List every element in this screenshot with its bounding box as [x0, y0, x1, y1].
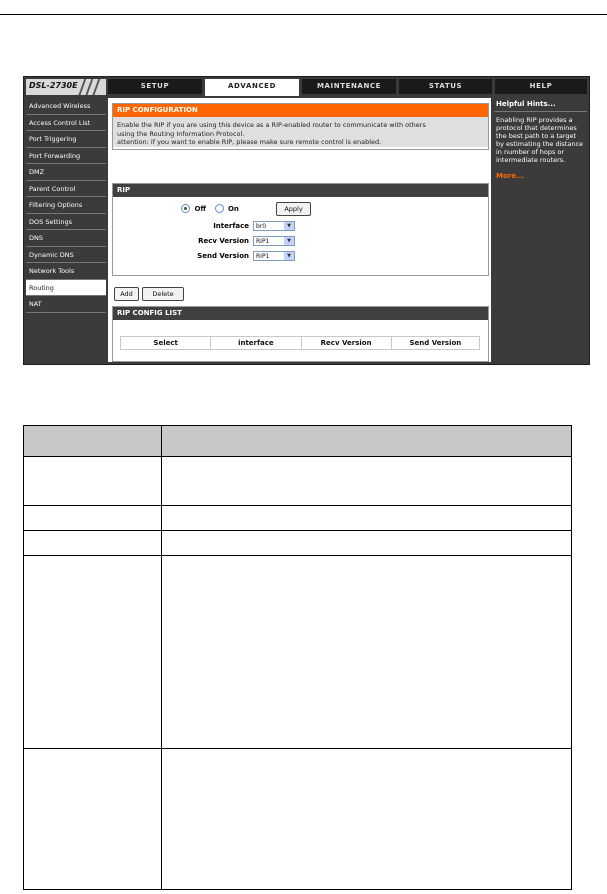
- table-column-divider: [161, 426, 162, 889]
- recv-version-label: Recv Version: [198, 237, 249, 245]
- table-header-row: [24, 426, 571, 456]
- column-header-recv-version: Recv Version: [302, 337, 392, 349]
- tab-advanced[interactable]: ADVANCED: [205, 79, 299, 96]
- interface-select[interactable]: [253, 221, 295, 231]
- tab-help[interactable]: HELP: [495, 79, 587, 94]
- rip-configuration-panel: [112, 103, 489, 150]
- sidebar-item-port-forwarding[interactable]: Port Forwarding: [26, 148, 106, 165]
- interface-label: Interface: [213, 222, 249, 230]
- chevron-down-icon: ▼: [284, 222, 294, 230]
- table-row-divider: [24, 555, 571, 556]
- rip-off-label: Off: [194, 204, 207, 213]
- apply-button[interactable]: Apply: [276, 202, 311, 216]
- main-content: [108, 98, 491, 362]
- table-row-divider: [24, 530, 571, 531]
- rip-config-list-title: RIP CONFIG LIST: [113, 307, 488, 320]
- sidebar-item-access-control-list[interactable]: Access Control List: [26, 115, 106, 132]
- sidebar-item-advanced-wireless[interactable]: Advanced Wireless: [26, 98, 106, 115]
- tab-status[interactable]: STATUS: [399, 79, 492, 94]
- table-row-divider: [24, 456, 571, 457]
- table-row-divider: [24, 748, 571, 749]
- sidebar-item-port-triggering[interactable]: Port Triggering: [26, 131, 106, 148]
- send-version-value: RIP1: [256, 253, 270, 260]
- help-text-line: intermediate routers.: [496, 156, 566, 164]
- rip-configuration-title: RIP CONFIGURATION: [113, 104, 488, 117]
- recv-version-value: RIP1: [256, 238, 270, 245]
- rip-config-list-header: [120, 336, 480, 350]
- recv-version-select[interactable]: [253, 236, 295, 246]
- tab-maintenance[interactable]: MAINTENANCE: [302, 79, 396, 94]
- delete-button[interactable]: Delete: [142, 287, 184, 301]
- rip-description-line: attention: if you want to enable RIP, please make sure remote control is enabled.: [117, 138, 382, 146]
- rip-panel: [112, 183, 489, 276]
- chevron-down-icon: ▼: [284, 237, 294, 245]
- sidebar-nav: [26, 98, 106, 313]
- rip-on-radio[interactable]: [215, 204, 224, 213]
- interface-value: br0: [256, 223, 267, 230]
- sidebar-item-dns[interactable]: DNS: [26, 230, 106, 247]
- send-version-label: Send Version: [197, 252, 249, 260]
- sidebar-item-nat[interactable]: NAT: [26, 296, 106, 313]
- rip-description-line: Enable the RIP if you are using this device as a RIP-enabled router to communicate with others: [117, 121, 426, 129]
- rip-off-radio[interactable]: [181, 204, 190, 213]
- router-admin-screenshot: [23, 76, 590, 365]
- rip-description: [113, 117, 488, 147]
- sidebar-item-parent-control[interactable]: Parent Control: [26, 181, 106, 198]
- brand-logo: [26, 79, 106, 95]
- sidebar-item-filtering-options[interactable]: Filtering Options: [26, 197, 106, 214]
- help-text: [494, 112, 587, 168]
- tab-setup[interactable]: SETUP: [108, 79, 202, 94]
- chevron-down-icon: ▼: [284, 252, 294, 260]
- sidebar-item-network-tools[interactable]: Network Tools: [26, 263, 106, 280]
- sidebar-item-dmz[interactable]: DMZ: [26, 164, 106, 181]
- rip-description-line: using the Routing Information Protocol.: [117, 129, 245, 138]
- rip-panel-title: RIP: [113, 184, 488, 197]
- model-label: DSL-2730E: [29, 81, 78, 90]
- help-text-line: in number of hops or: [496, 148, 565, 156]
- rip-toggle-row: [181, 204, 239, 213]
- help-more-link[interactable]: More...: [496, 172, 524, 180]
- sidebar-item-dos-settings[interactable]: DOS Settings: [26, 214, 106, 231]
- rip-on-label: On: [227, 204, 239, 213]
- table-row-divider: [24, 505, 571, 506]
- sidebar-item-dynamic-dns[interactable]: Dynamic DNS: [26, 247, 106, 264]
- send-version-select[interactable]: [253, 251, 295, 261]
- column-header-select: Select: [121, 337, 211, 349]
- help-text-line: Enabling RIP provides a: [496, 116, 573, 124]
- sidebar-item-routing[interactable]: Routing: [26, 280, 106, 297]
- column-header-send-version: Send Version: [409, 339, 462, 347]
- add-button[interactable]: Add: [114, 287, 139, 301]
- column-header-interface: interface: [211, 337, 301, 349]
- page-top-rule: [0, 14, 607, 15]
- help-title: Helpful Hints...: [494, 98, 587, 112]
- help-text-line: protocol that determines: [496, 124, 577, 132]
- help-text-line: the best path to a target: [496, 132, 577, 140]
- field-description-table: [23, 425, 572, 890]
- rip-config-list-panel: [112, 306, 489, 362]
- help-panel: [494, 98, 587, 362]
- help-text-line: by estimating the distance: [496, 140, 584, 148]
